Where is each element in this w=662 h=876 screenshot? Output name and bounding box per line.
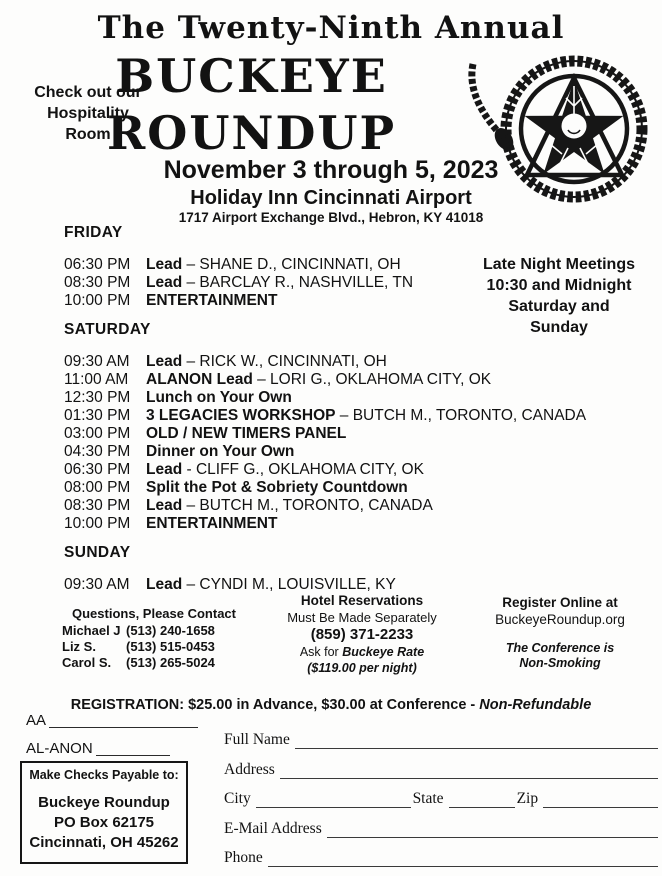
schedule-text xyxy=(146,292,277,310)
state-blank-line xyxy=(449,794,515,808)
alanon-count-field xyxy=(26,740,198,757)
email-label: E-Mail Address xyxy=(224,819,322,837)
email-blank-line xyxy=(327,824,658,838)
schedule-event-title: Split the Pot & Sobriety Countdown xyxy=(146,479,408,496)
schedule-event-title: Lead xyxy=(146,576,183,593)
aa-label: AA xyxy=(26,712,47,729)
schedule-item xyxy=(64,497,604,515)
schedule-event-title: OLD / NEW TIMERS PANEL xyxy=(146,425,347,442)
contact-row xyxy=(62,655,267,671)
event-dates: November 3 through 5, 2023 xyxy=(163,156,499,184)
schedule-time: 06:30 PM xyxy=(64,461,131,478)
non-smoking-note xyxy=(458,641,662,671)
address-blank-line xyxy=(280,765,658,779)
schedule-event-title: Lead xyxy=(146,497,183,514)
day-heading-sunday: SUNDAY xyxy=(64,544,131,561)
full-name-field xyxy=(224,729,658,749)
schedule-time: 11:00 AM xyxy=(64,371,129,388)
schedule-item xyxy=(64,425,604,443)
aa-blank-line xyxy=(49,711,198,728)
schedule-event-title: 3 LEGACIES WORKSHOP xyxy=(146,407,336,424)
schedule-event-title: ENTERTAINMENT xyxy=(146,515,278,532)
schedule-text: Lead – CYNDI M., LOUISVILLE, KY xyxy=(146,576,396,593)
non-smoking-line2: Non-Smoking xyxy=(519,656,601,670)
hotel-rate-name: Buckeye Rate xyxy=(342,645,425,659)
checks-payable-address xyxy=(22,793,186,853)
full-name-blank-line xyxy=(295,735,658,749)
schedule-event-title: Lead xyxy=(146,353,183,370)
email-field xyxy=(224,818,658,838)
hotel-rate-price: ($119.00 per night) xyxy=(307,661,417,675)
schedule-time: 12:30 PM xyxy=(64,389,131,406)
hospitality-line: Room xyxy=(65,126,111,143)
phone-blank-line xyxy=(268,853,658,867)
state-label: State xyxy=(412,790,444,807)
address-label: Address xyxy=(224,760,275,778)
schedule-event-title: Dinner on Your Own xyxy=(146,443,295,460)
late-night-meetings-note xyxy=(456,254,662,338)
zip-blank-line xyxy=(543,794,658,808)
checks-payable-line: Buckeye Roundup xyxy=(38,794,170,811)
day-heading-friday: FRIDAY xyxy=(64,224,123,241)
questions-title: Questions, Please Contact xyxy=(72,606,236,621)
schedule-time: 01:30 PM xyxy=(64,407,131,424)
hotel-rate-prefix: Ask for xyxy=(299,645,343,659)
schedule-text xyxy=(146,479,408,497)
schedule-text: Lead - CLIFF G., OKLAHOMA CITY, OK xyxy=(146,461,424,478)
schedule-time: 08:30 PM xyxy=(64,274,131,291)
late-night-line: Late Night Meetings xyxy=(482,256,635,273)
schedule-text xyxy=(146,443,294,461)
aa-count-field xyxy=(26,712,198,729)
schedule-text xyxy=(146,425,346,443)
schedule-time: 10:00 PM xyxy=(64,515,131,532)
city-state-zip-field xyxy=(224,788,658,808)
schedule-text: 3 LEGACIES WORKSHOP – BUTCH M., TORONTO, CANADA xyxy=(146,407,587,424)
hotel-rate-line xyxy=(262,644,462,660)
checks-payable-title: Make Checks Payable to: xyxy=(29,768,179,782)
phone-field xyxy=(224,847,658,867)
checks-payable-box xyxy=(20,761,188,864)
contact-name: Liz S. xyxy=(62,639,96,654)
full-name-label: Full Name xyxy=(224,731,290,748)
contact-row xyxy=(62,639,267,655)
schedule-event-title: Lead xyxy=(146,274,183,291)
schedule-item xyxy=(64,479,604,497)
alanon-label: AL-ANON xyxy=(26,740,93,757)
schedule-text: ALANON Lead – LORI G., OKLAHOMA CITY, OK xyxy=(146,371,492,388)
hotel-title: Hotel Reservations xyxy=(300,593,424,608)
hospitality-note xyxy=(8,82,168,145)
contact-name: Carol S. xyxy=(62,655,112,670)
schedule-time: 03:00 PM xyxy=(64,425,131,442)
schedule-item xyxy=(64,443,604,461)
schedule-text: Lead – RICK W., CINCINNATI, OH xyxy=(146,353,387,370)
checks-payable-line: Cincinnati, OH 45262 xyxy=(29,834,179,851)
schedule-event-title: Lead xyxy=(146,461,183,478)
schedule-text: Lead – BARCLAY R., NASHVILLE, TN xyxy=(146,274,414,291)
schedule-item xyxy=(64,353,604,371)
zip-label: Zip xyxy=(516,790,539,807)
annual-line: The Twenty-Ninth Annual xyxy=(97,10,565,46)
hotel-subtitle: Must Be Made Separately xyxy=(287,610,437,625)
venue-name: Holiday Inn Cincinnati Airport xyxy=(190,187,472,209)
venue-address: 1717 Airport Exchange Blvd., Hebron, KY 41018 xyxy=(178,210,484,225)
schedule-event-title: Lead xyxy=(146,256,183,273)
schedule-item xyxy=(64,407,604,425)
schedule-item xyxy=(64,389,604,407)
city-blank-line xyxy=(256,794,411,808)
schedule-item xyxy=(64,515,604,533)
contact-phone: (513) 515-0453 xyxy=(126,639,215,654)
schedule-time: 10:00 PM xyxy=(64,292,131,309)
contact-row xyxy=(62,623,267,639)
schedule-time: 04:30 PM xyxy=(64,443,131,460)
schedule-time: 09:30 AM xyxy=(64,576,130,593)
schedule-time: 08:30 PM xyxy=(64,497,131,514)
schedule-event-title: Lunch on Your Own xyxy=(146,389,292,406)
late-night-line: Saturday and xyxy=(508,298,610,315)
register-online-block xyxy=(458,594,662,671)
city-label: City xyxy=(224,790,251,807)
schedule-text xyxy=(146,515,277,533)
schedule-event-title: ENTERTAINMENT xyxy=(146,292,278,309)
contact-name: Michael J xyxy=(62,623,121,638)
late-night-line: Sunday xyxy=(530,319,588,336)
questions-contact-block xyxy=(62,606,267,671)
contact-phone: (513) 240-1658 xyxy=(126,623,215,638)
registration-emphasis: Non-Refundable xyxy=(479,697,592,713)
event-title-line2: ROUNDUP xyxy=(107,106,397,160)
register-title: Register Online at xyxy=(502,595,618,610)
schedule-item xyxy=(64,461,604,479)
registration-form xyxy=(224,729,658,876)
schedule-text: Lead – SHANE D., CINCINNATI, OH xyxy=(146,256,401,273)
hospitality-line: Hospitality xyxy=(47,105,129,122)
schedule-item xyxy=(64,371,604,389)
schedule-time: 09:30 AM xyxy=(64,353,130,370)
contact-phone: (513) 265-5024 xyxy=(126,655,215,670)
phone-label: Phone xyxy=(224,849,263,866)
schedule-text xyxy=(146,389,292,407)
schedule-text: Lead – BUTCH M., TORONTO, CANADA xyxy=(146,497,433,514)
day-heading-saturday: SATURDAY xyxy=(64,321,151,338)
hotel-reservations-block xyxy=(262,592,462,676)
non-smoking-line1: The Conference is xyxy=(505,641,615,655)
checks-payable-line: PO Box 62175 xyxy=(53,814,155,831)
event-title-line1: BUCKEYE xyxy=(115,49,388,103)
address-field xyxy=(224,759,658,779)
registration-text: REGISTRATION: $25.00 in Advance, $30.00 at Conference - xyxy=(70,697,480,713)
hotel-phone: (859) 371-2233 xyxy=(310,626,414,643)
schedule-time: 08:00 PM xyxy=(64,479,131,496)
alanon-blank-line xyxy=(96,739,170,756)
register-website: BuckeyeRoundup.org xyxy=(495,612,625,627)
hospitality-line: Check out our xyxy=(34,84,142,101)
schedule-event-title: ALANON Lead xyxy=(146,371,253,388)
late-night-line: 10:30 and Midnight xyxy=(486,277,632,294)
schedule-time: 06:30 PM xyxy=(64,256,131,273)
